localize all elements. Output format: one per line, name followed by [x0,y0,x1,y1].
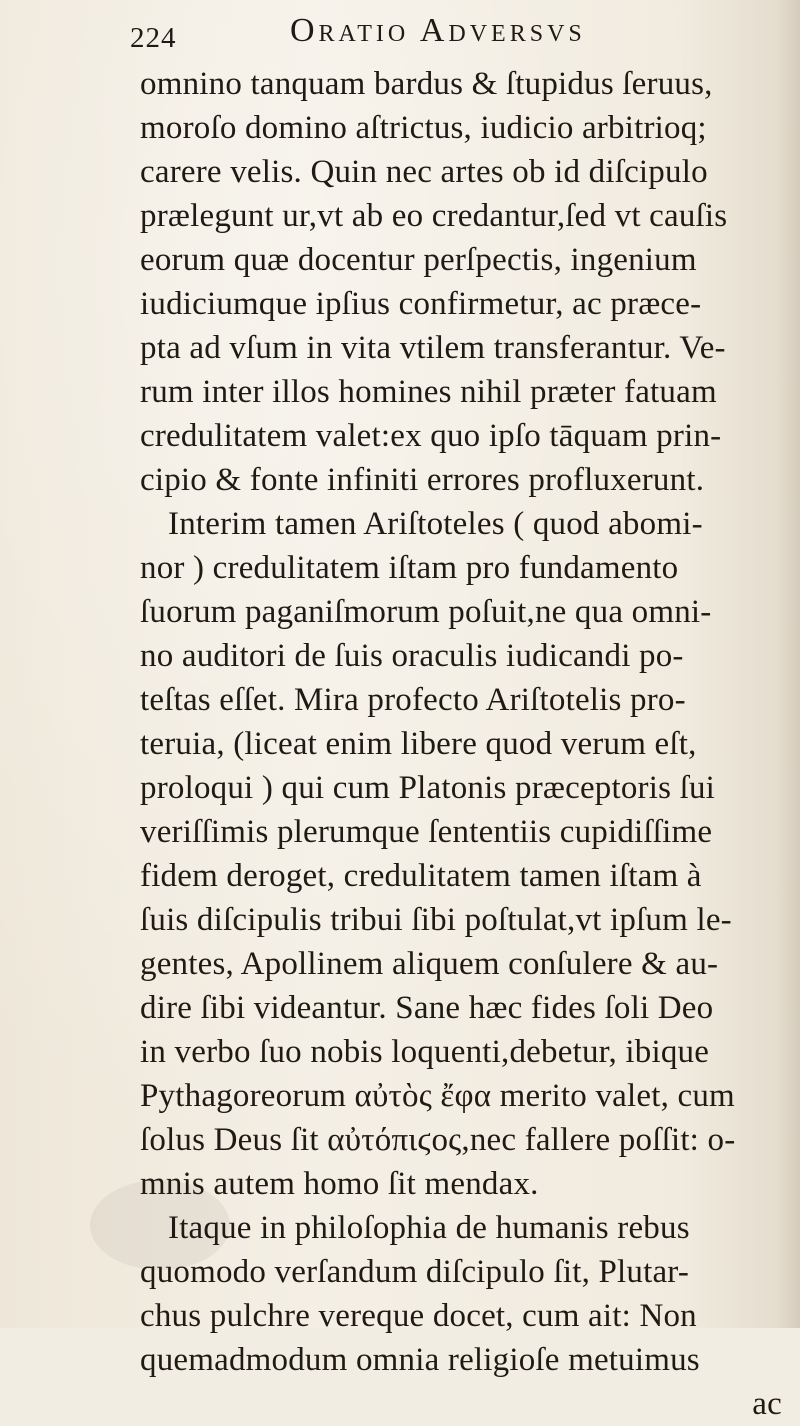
text-line: moroſo domino aſtrictus, iudicio arbitrioq; [140,110,707,146]
text-line: veriſſimis plerumque ſententiis cupidiſſime [140,814,713,850]
text-line: quomodo verſandum diſcipulo ſit, Plutar- [140,1254,690,1290]
text-line: pta ad vſum in vita vtilem transferantur. Ve- [140,330,726,366]
text-line: Itaque in philoſophia de humanis rebus [168,1210,690,1246]
text-line: ſuis diſcipulis tribui ſibi poſtulat,vt ipſum le- [140,902,732,938]
text-line: ſolus Deus ſit αὐτόπιϛος,nec fallere poſſit: o- [140,1122,736,1158]
text-line: carere velis. Quin nec artes ob id diſcipulo [140,154,708,190]
text-line: rum inter illos homines nihil præter fatuam [140,374,717,410]
catchword: ac [752,1386,782,1422]
text-line: iudiciumque ipſius confirmetur, ac præce- [140,286,702,322]
text-line: gentes, Apollinem aliquem conſulere & au- [140,946,719,982]
text-line: eorum quæ docentur perſpectis, ingenium [140,242,697,278]
text-line: Interim tamen Ariſtoteles ( quod abomi- [168,506,703,542]
running-title: Oratio Adversvs [290,12,586,49]
text-line: fidem deroget, credulitatem tamen iſtam à [140,858,702,894]
text-line: teſtas eſſet. Mira profecto Ariſtotelis pro- [140,682,686,718]
text-line: prælegunt ur,vt ab eo credantur,ſed vt cauſis [140,198,728,234]
text-line: quemadmodum omnia religioſe metuimus [140,1342,700,1378]
text-line: nor ) credulitatem iſtam pro fundamento [140,550,679,586]
body-text [140,62,792,1426]
text-line: credulitatem valet:ex quo ipſo tāquam prin- [140,418,722,454]
text-line: mnis autem homo ſit mendax. [140,1166,539,1202]
text-line: chus pulchre vereque docet, cum ait: Non [140,1298,697,1334]
text-line: cipio & fonte infiniti errores profluxerunt. [140,462,705,498]
page-number: 224 [130,22,177,54]
text-line: in verbo ſuo nobis loquenti,debetur, ibique [140,1034,710,1070]
text-line: no auditori de ſuis oraculis iudicandi po- [140,638,684,674]
page-header [130,8,690,60]
text-line: ſuorum paganiſmorum poſuit,ne qua omni- [140,594,712,630]
text-line: omnino tanquam bardus & ſtupidus ſeruus, [140,66,713,102]
text-line: proloqui ) qui cum Platonis præceptoris ſui [140,770,716,806]
text-line: Pythagoreorum αὐτὸς ἔφα merito valet, cum [140,1078,735,1114]
text-line: teruia, (liceat enim libere quod verum eſt, [140,726,697,762]
text-line: dire ſibi videantur. Sane hæc fides ſoli Deo [140,990,714,1026]
